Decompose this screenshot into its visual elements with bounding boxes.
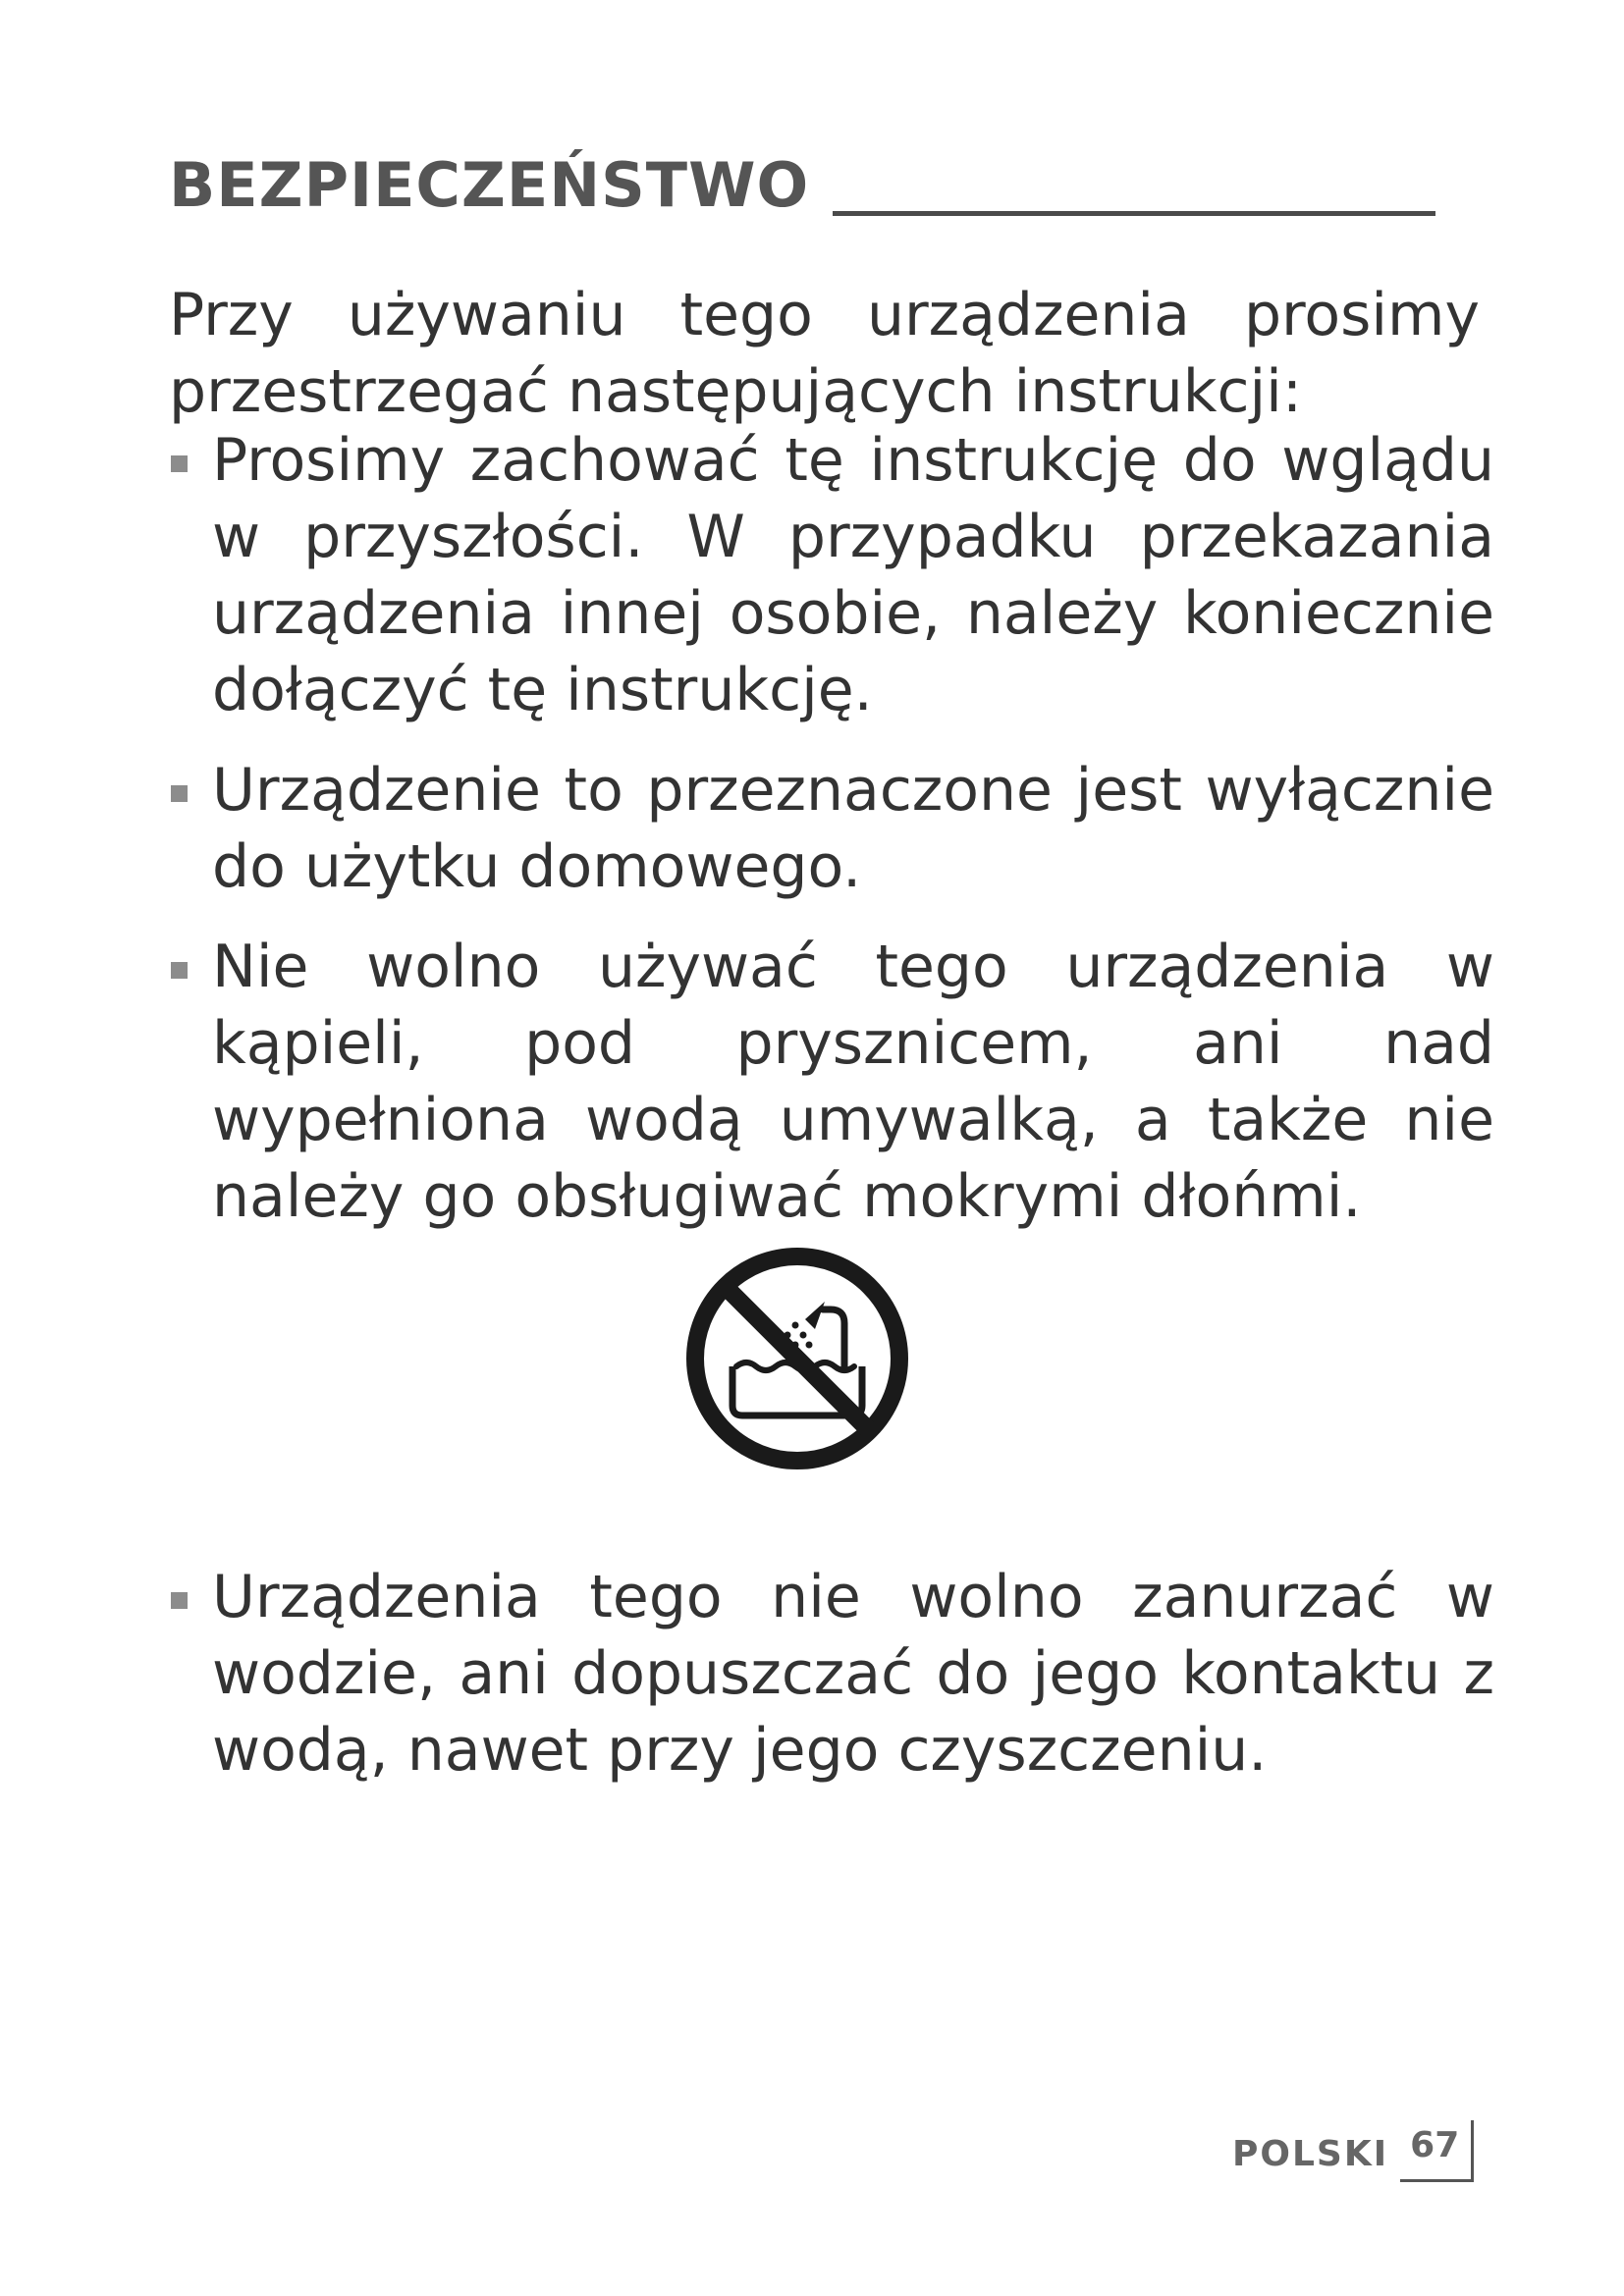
list-item-text: Urządzenie to przeznaczone jest wyłącznie do użytku domowego. bbox=[212, 756, 1494, 901]
section-heading: BEZPIECZEŃSTWO bbox=[169, 149, 810, 221]
list-item-text: Nie wolno używać tego urządzenia w kąpieli, pod prysznicem, ani nad wypełniona wodą umywalką, a także nie należy go obsługiwać mokrymi dłońmi. bbox=[212, 933, 1494, 1231]
list-item-text: Urządzenia tego nie wolno zanurzać w wodzie, ani dopuszczać do jego kontaktu z wodą, nawet przy jego czyszczeniu. bbox=[212, 1563, 1494, 1785]
bullet-square-icon bbox=[171, 785, 188, 802]
list-item bbox=[169, 752, 1494, 905]
list-item bbox=[169, 422, 1494, 728]
safety-list-first bbox=[169, 422, 1494, 1235]
bullet-square-icon bbox=[171, 962, 188, 979]
list-item-text: Prosimy zachować tę instrukcję do wglądu w przyszłości. W przypadku przekazania urządzenia innej osobie, należy koniecznie dołączyć tę instrukcję. bbox=[212, 426, 1494, 724]
intro-paragraph: Przy używaniu tego urządzenia prosimy przestrzegać następujących instrukcji: bbox=[169, 281, 1480, 426]
bullet-square-icon bbox=[171, 455, 188, 472]
no-bath-shower-icon bbox=[679, 1241, 915, 1476]
list-item bbox=[169, 1559, 1494, 1789]
list-item bbox=[169, 929, 1494, 1235]
safety-list-second bbox=[169, 1559, 1494, 1789]
section-heading-row bbox=[169, 149, 1435, 221]
heading-rule bbox=[833, 211, 1435, 216]
bullet-square-icon bbox=[171, 1592, 188, 1609]
page-number: 67 bbox=[1400, 2120, 1474, 2182]
footer-language: POLSKI bbox=[1232, 2134, 1389, 2174]
page-footer bbox=[1232, 2120, 1474, 2182]
